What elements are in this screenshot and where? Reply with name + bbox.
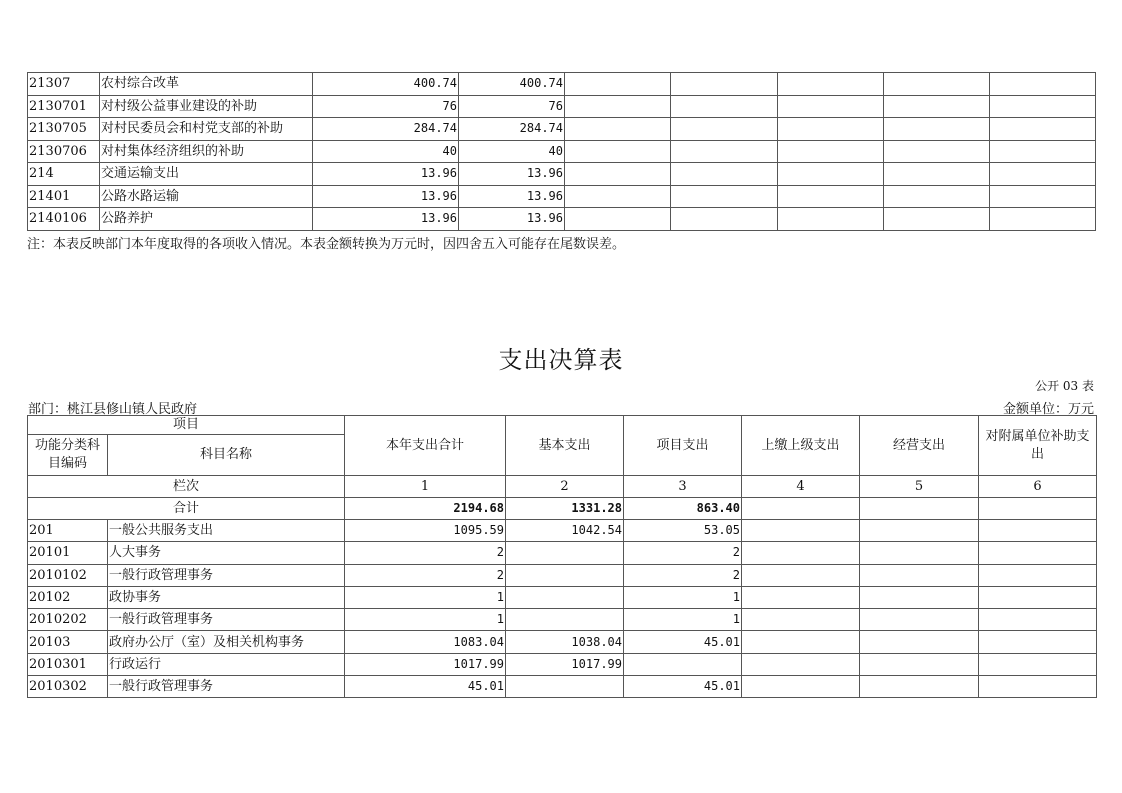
subject-name: 对村级公益事业建设的补助 bbox=[100, 95, 313, 118]
amount-basic: 1038.04 bbox=[506, 631, 624, 653]
table-row bbox=[28, 520, 1097, 542]
total-project: 863.40 bbox=[624, 498, 742, 520]
empty-cell bbox=[884, 140, 990, 163]
total-basic: 1331.28 bbox=[506, 498, 624, 520]
amount-subsidy bbox=[979, 676, 1097, 698]
table-row bbox=[28, 564, 1097, 586]
amount-total: 13.96 bbox=[313, 185, 459, 208]
empty-cell bbox=[884, 208, 990, 231]
subject-code: 2130706 bbox=[28, 140, 100, 163]
amount-upper bbox=[742, 631, 860, 653]
amount-basic: 284.74 bbox=[459, 118, 565, 141]
column-index: 5 bbox=[860, 476, 979, 498]
amount-subsidy bbox=[979, 520, 1097, 542]
subject-name: 人大事务 bbox=[108, 542, 345, 564]
subject-name: 政协事务 bbox=[108, 586, 345, 608]
subject-name: 一般公共服务支出 bbox=[108, 520, 345, 542]
empty-cell bbox=[778, 163, 884, 186]
empty-cell bbox=[565, 208, 671, 231]
subject-name: 政府办公厅（室）及相关机构事务 bbox=[108, 631, 345, 653]
amount-upper bbox=[742, 542, 860, 564]
subject-name: 一般行政管理事务 bbox=[108, 609, 345, 631]
subject-name: 对村集体经济组织的补助 bbox=[100, 140, 313, 163]
empty-cell bbox=[990, 95, 1096, 118]
empty-cell bbox=[884, 95, 990, 118]
subject-name: 公路养护 bbox=[100, 208, 313, 231]
header-code: 功能分类科目编码 bbox=[28, 435, 108, 476]
empty-cell bbox=[990, 163, 1096, 186]
amount-total: 1 bbox=[345, 609, 506, 631]
amount-subsidy bbox=[979, 586, 1097, 608]
table-row bbox=[28, 185, 1096, 208]
amount-basic: 76 bbox=[459, 95, 565, 118]
amount-business bbox=[860, 586, 979, 608]
total-subsidy bbox=[979, 498, 1097, 520]
amount-upper bbox=[742, 520, 860, 542]
subject-code: 20102 bbox=[28, 586, 108, 608]
amount-total: 13.96 bbox=[313, 208, 459, 231]
subject-code: 21307 bbox=[28, 73, 100, 96]
total-amount: 2194.68 bbox=[345, 498, 506, 520]
amount-business bbox=[860, 631, 979, 653]
subject-name: 公路水路运输 bbox=[100, 185, 313, 208]
total-upper bbox=[742, 498, 860, 520]
empty-cell bbox=[565, 185, 671, 208]
empty-cell bbox=[778, 185, 884, 208]
header-total: 本年支出合计 bbox=[345, 416, 506, 476]
column-index: 3 bbox=[624, 476, 742, 498]
amount-basic: 13.96 bbox=[459, 163, 565, 186]
amount-subsidy bbox=[979, 609, 1097, 631]
empty-cell bbox=[884, 118, 990, 141]
header-subsidy: 对附属单位补助支出 bbox=[979, 416, 1097, 476]
subject-code: 201 bbox=[28, 520, 108, 542]
amount-upper bbox=[742, 564, 860, 586]
amount-total: 45.01 bbox=[345, 676, 506, 698]
subject-code: 2140106 bbox=[28, 208, 100, 231]
amount-basic bbox=[506, 586, 624, 608]
empty-cell bbox=[990, 208, 1096, 231]
table-row bbox=[28, 73, 1096, 96]
empty-cell bbox=[990, 185, 1096, 208]
subject-code: 2010202 bbox=[28, 609, 108, 631]
amount-total: 2 bbox=[345, 564, 506, 586]
expenditure-table bbox=[27, 415, 1097, 698]
amount-total: 400.74 bbox=[313, 73, 459, 96]
header-project: 项目支出 bbox=[624, 416, 742, 476]
empty-cell bbox=[565, 118, 671, 141]
amount-subsidy bbox=[979, 653, 1097, 675]
amount-total: 2 bbox=[345, 542, 506, 564]
amount-basic: 1042.54 bbox=[506, 520, 624, 542]
empty-cell bbox=[778, 208, 884, 231]
total-business bbox=[860, 498, 979, 520]
header-name: 科目名称 bbox=[108, 435, 345, 476]
income-table-continuation bbox=[27, 72, 1096, 231]
amount-business bbox=[860, 653, 979, 675]
column-index: 6 bbox=[979, 476, 1097, 498]
amount-business bbox=[860, 676, 979, 698]
subject-code: 2010301 bbox=[28, 653, 108, 675]
empty-cell bbox=[565, 140, 671, 163]
amount-basic bbox=[506, 542, 624, 564]
amount-basic: 40 bbox=[459, 140, 565, 163]
table-row bbox=[28, 676, 1097, 698]
amount-business bbox=[860, 564, 979, 586]
empty-cell bbox=[884, 185, 990, 208]
amount-upper bbox=[742, 586, 860, 608]
amount-project: 53.05 bbox=[624, 520, 742, 542]
amount-project: 1 bbox=[624, 586, 742, 608]
amount-subsidy bbox=[979, 564, 1097, 586]
table-row bbox=[28, 653, 1097, 675]
total-row-label: 合计 bbox=[28, 498, 345, 520]
empty-cell bbox=[778, 73, 884, 96]
amount-project: 2 bbox=[624, 564, 742, 586]
table-row bbox=[28, 586, 1097, 608]
empty-cell bbox=[565, 95, 671, 118]
amount-business bbox=[860, 609, 979, 631]
header-upper: 上缴上级支出 bbox=[742, 416, 860, 476]
table-row bbox=[28, 208, 1096, 231]
amount-total: 1017.99 bbox=[345, 653, 506, 675]
empty-cell bbox=[778, 118, 884, 141]
amount-business bbox=[860, 542, 979, 564]
subject-name: 一般行政管理事务 bbox=[108, 676, 345, 698]
subject-code: 2130701 bbox=[28, 95, 100, 118]
amount-upper bbox=[742, 676, 860, 698]
amount-upper bbox=[742, 609, 860, 631]
empty-cell bbox=[778, 95, 884, 118]
department-label: 部门：桃江县修山镇人民政府 bbox=[28, 402, 198, 417]
empty-cell bbox=[671, 185, 778, 208]
column-index: 2 bbox=[506, 476, 624, 498]
amount-upper bbox=[742, 653, 860, 675]
column-index: 1 bbox=[345, 476, 506, 498]
amount-business bbox=[860, 520, 979, 542]
amount-total: 1 bbox=[345, 586, 506, 608]
amount-total: 284.74 bbox=[313, 118, 459, 141]
header-item: 项目 bbox=[28, 416, 345, 435]
amount-basic bbox=[506, 564, 624, 586]
table-row bbox=[28, 631, 1097, 653]
amount-unit-label: 金额单位：万元 bbox=[1002, 402, 1094, 417]
empty-cell bbox=[671, 163, 778, 186]
amount-basic: 13.96 bbox=[459, 208, 565, 231]
amount-project: 2 bbox=[624, 542, 742, 564]
amount-total: 1083.04 bbox=[345, 631, 506, 653]
amount-total: 40 bbox=[313, 140, 459, 163]
empty-cell bbox=[778, 140, 884, 163]
subject-code: 21401 bbox=[28, 185, 100, 208]
empty-cell bbox=[565, 163, 671, 186]
amount-total: 1095.59 bbox=[345, 520, 506, 542]
empty-cell bbox=[565, 73, 671, 96]
subject-name: 交通运输支出 bbox=[100, 163, 313, 186]
table-row bbox=[28, 542, 1097, 564]
table-note: 注：本表反映部门本年度取得的各项收入情况。本表金额转换为万元时，因四舍五入可能存在尾数误差。 bbox=[27, 237, 626, 252]
subject-code: 2130705 bbox=[28, 118, 100, 141]
empty-cell bbox=[990, 73, 1096, 96]
empty-cell bbox=[671, 118, 778, 141]
header-business: 经营支出 bbox=[860, 416, 979, 476]
page-title: 支出决算表 bbox=[498, 346, 624, 374]
table-row bbox=[28, 95, 1096, 118]
empty-cell bbox=[671, 95, 778, 118]
amount-total: 76 bbox=[313, 95, 459, 118]
amount-project bbox=[624, 653, 742, 675]
amount-subsidy bbox=[979, 631, 1097, 653]
empty-cell bbox=[884, 163, 990, 186]
empty-cell bbox=[990, 140, 1096, 163]
amount-project: 1 bbox=[624, 609, 742, 631]
subject-name: 对村民委员会和村党支部的补助 bbox=[100, 118, 313, 141]
subject-code: 20101 bbox=[28, 542, 108, 564]
amount-basic: 1017.99 bbox=[506, 653, 624, 675]
table-row bbox=[28, 163, 1096, 186]
amount-project: 45.01 bbox=[624, 631, 742, 653]
empty-cell bbox=[671, 208, 778, 231]
column-index: 4 bbox=[742, 476, 860, 498]
subject-name: 农村综合改革 bbox=[100, 73, 313, 96]
amount-project: 45.01 bbox=[624, 676, 742, 698]
subject-code: 2010102 bbox=[28, 564, 108, 586]
table-row bbox=[28, 140, 1096, 163]
subject-name: 行政运行 bbox=[108, 653, 345, 675]
subject-code: 214 bbox=[28, 163, 100, 186]
subject-code: 2010302 bbox=[28, 676, 108, 698]
amount-basic: 13.96 bbox=[459, 185, 565, 208]
header-basic: 基本支出 bbox=[506, 416, 624, 476]
table-row bbox=[28, 118, 1096, 141]
table-row bbox=[28, 609, 1097, 631]
form-code: 公开 03 表 bbox=[1035, 379, 1094, 393]
empty-cell bbox=[671, 73, 778, 96]
subject-code: 20103 bbox=[28, 631, 108, 653]
amount-subsidy bbox=[979, 542, 1097, 564]
empty-cell bbox=[884, 73, 990, 96]
amount-basic bbox=[506, 609, 624, 631]
empty-cell bbox=[990, 118, 1096, 141]
empty-cell bbox=[671, 140, 778, 163]
amount-basic bbox=[506, 676, 624, 698]
subject-name: 一般行政管理事务 bbox=[108, 564, 345, 586]
amount-basic: 400.74 bbox=[459, 73, 565, 96]
amount-total: 13.96 bbox=[313, 163, 459, 186]
column-index-label: 栏次 bbox=[28, 476, 345, 498]
